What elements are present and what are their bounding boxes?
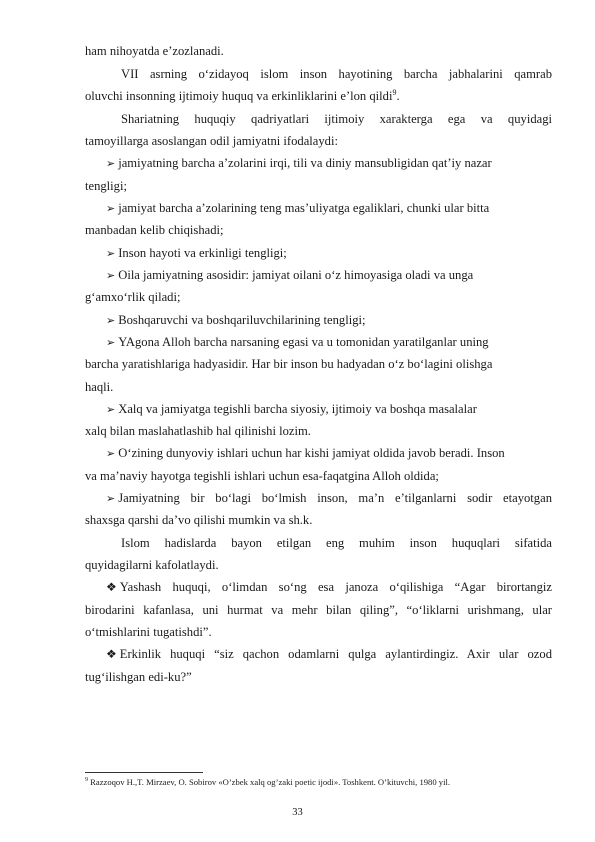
diamond-bullet-icon: ❖ [106, 647, 117, 661]
list-item [106, 201, 489, 217]
text-line [85, 89, 400, 104]
text-line: tengligi; [85, 179, 127, 193]
text-line: Islom hadislarda bayon etilgan eng muhim inson huquqlari sifatida [121, 536, 552, 550]
list-item [106, 313, 366, 329]
arrow-bullet-icon: ➢ [106, 248, 116, 260]
text-line: quyidagilarni kafolatlaydi. [85, 558, 219, 572]
text-line: va ma’naviy hayotga tegishli ishlari uchun esa-faqatgina Alloh oldida; [85, 469, 439, 483]
list-item-text: jamiyatning barcha a’zolarini irqi, tili va diniy mansubligidan qat’iy nazar [118, 156, 492, 170]
footnote-divider [85, 772, 203, 773]
list-item-text: Erkinlik huquqi “siz qachon odamlarni qulga aylantirdingiz. Axir ular ozod [119, 647, 552, 661]
list-item [106, 335, 489, 351]
list-item [106, 446, 505, 462]
list-item-text: Xalq va jamiyatga tegishli barcha siyosiy, ijtimoiy va boshqa masalalar [118, 402, 477, 416]
arrow-bullet-icon: ➢ [106, 315, 116, 327]
list-item [106, 402, 477, 418]
list-item-text: Boshqaruvchi va boshqariluvchilarining tengligi; [118, 313, 366, 327]
text-line: tug‘ilishgan edi-ku?” [85, 670, 192, 684]
text-line: barcha yaratishlariga hadyasidir. Har bir inson bu hadyadan o‘z bo‘lagini olishga [85, 357, 493, 371]
list-item-text: O‘zining dunyoviy ishlari uchun har kishi jamiyat oldida javob beradi. Inson [118, 446, 505, 460]
arrow-bullet-icon: ➢ [106, 158, 116, 170]
list-item [106, 647, 552, 662]
arrow-bullet-icon: ➢ [106, 203, 116, 215]
footnote-reference-tail: . [396, 89, 400, 103]
list-item [106, 268, 473, 284]
text-line: tamoyillarga asoslangan odil jamiyatni ifodalaydi: [85, 134, 338, 148]
text-line: shaxsga qarshi da’vo qilishi mumkin va sh.k. [85, 513, 313, 527]
list-item-text: jamiyat barcha a’zolarining teng mas’uliyatga egaliklari, chunki ular bitta [118, 201, 490, 215]
arrow-bullet-icon: ➢ [106, 404, 116, 416]
footnote [85, 777, 450, 788]
text-line: g‘amxo‘rlik qiladi; [85, 290, 181, 304]
list-item-text: Yashash huquqi, o‘limdan so‘ng esa janoza o‘qilishiga “Agar birortangiz [119, 580, 552, 594]
text-line: manbadan kelib chiqishadi; [85, 223, 224, 237]
page-number: 33 [292, 807, 303, 818]
list-item-text: Oila jamiyatning asosidir: jamiyat oilani o‘z himoyasiga oladi va unga [118, 268, 474, 282]
diamond-bullet-icon: ❖ [106, 580, 117, 594]
list-item [106, 246, 287, 262]
arrow-bullet-icon: ➢ [106, 270, 116, 282]
arrow-bullet-icon: ➢ [106, 493, 116, 505]
arrow-bullet-icon: ➢ [106, 337, 116, 349]
text-line: Shariatning huquqiy qadriyatlari ijtimoiy xarakterga ega va quyidagi [121, 112, 552, 126]
footnote-reference: 9 [392, 87, 397, 97]
text-line: ham nihoyatda e’zozlanadi. [85, 44, 224, 58]
text-line: o‘tmishlarini tugatishdi”. [85, 625, 212, 639]
list-item-text: YAgona Alloh barcha narsaning egasi va u tomonidan yaratilganlar uning [118, 335, 489, 349]
text-line-body: oluvchi insonning ijtimoiy huquq va erkinliklarini e’lon qildi [85, 89, 393, 103]
list-item [106, 491, 552, 507]
list-item [106, 580, 552, 595]
footnote-text: Razzoqov H.,T. Mirzaev, O. Sobirov «O’zbek xalq og’zaki poetic ijodi». Toshkent. O’kituvchi, 1980 yil. [90, 777, 451, 787]
text-line: birodarini kafanlasa, uni hurmat va mehr bilan qiling”, “o‘liklarni urishmang, ular [85, 603, 552, 617]
list-item-text: Jamiyatning bir bo‘lagi bo‘lmish inson, ma’n e’tilganlarni sodir etayotgan [118, 491, 552, 505]
text-line: xalq bilan maslahatlashib hal qilinishi lozim. [85, 424, 311, 438]
list-item [106, 156, 492, 172]
text-line: VII asrning o‘zidayoq islom inson hayotining barcha jabhalarini qamrab [121, 67, 552, 81]
arrow-bullet-icon: ➢ [106, 448, 116, 460]
text-line: haqli. [85, 380, 114, 394]
footnote-mark: 9 [85, 777, 88, 784]
list-item-text: Inson hayoti va erkinligi tengligi; [118, 246, 287, 260]
